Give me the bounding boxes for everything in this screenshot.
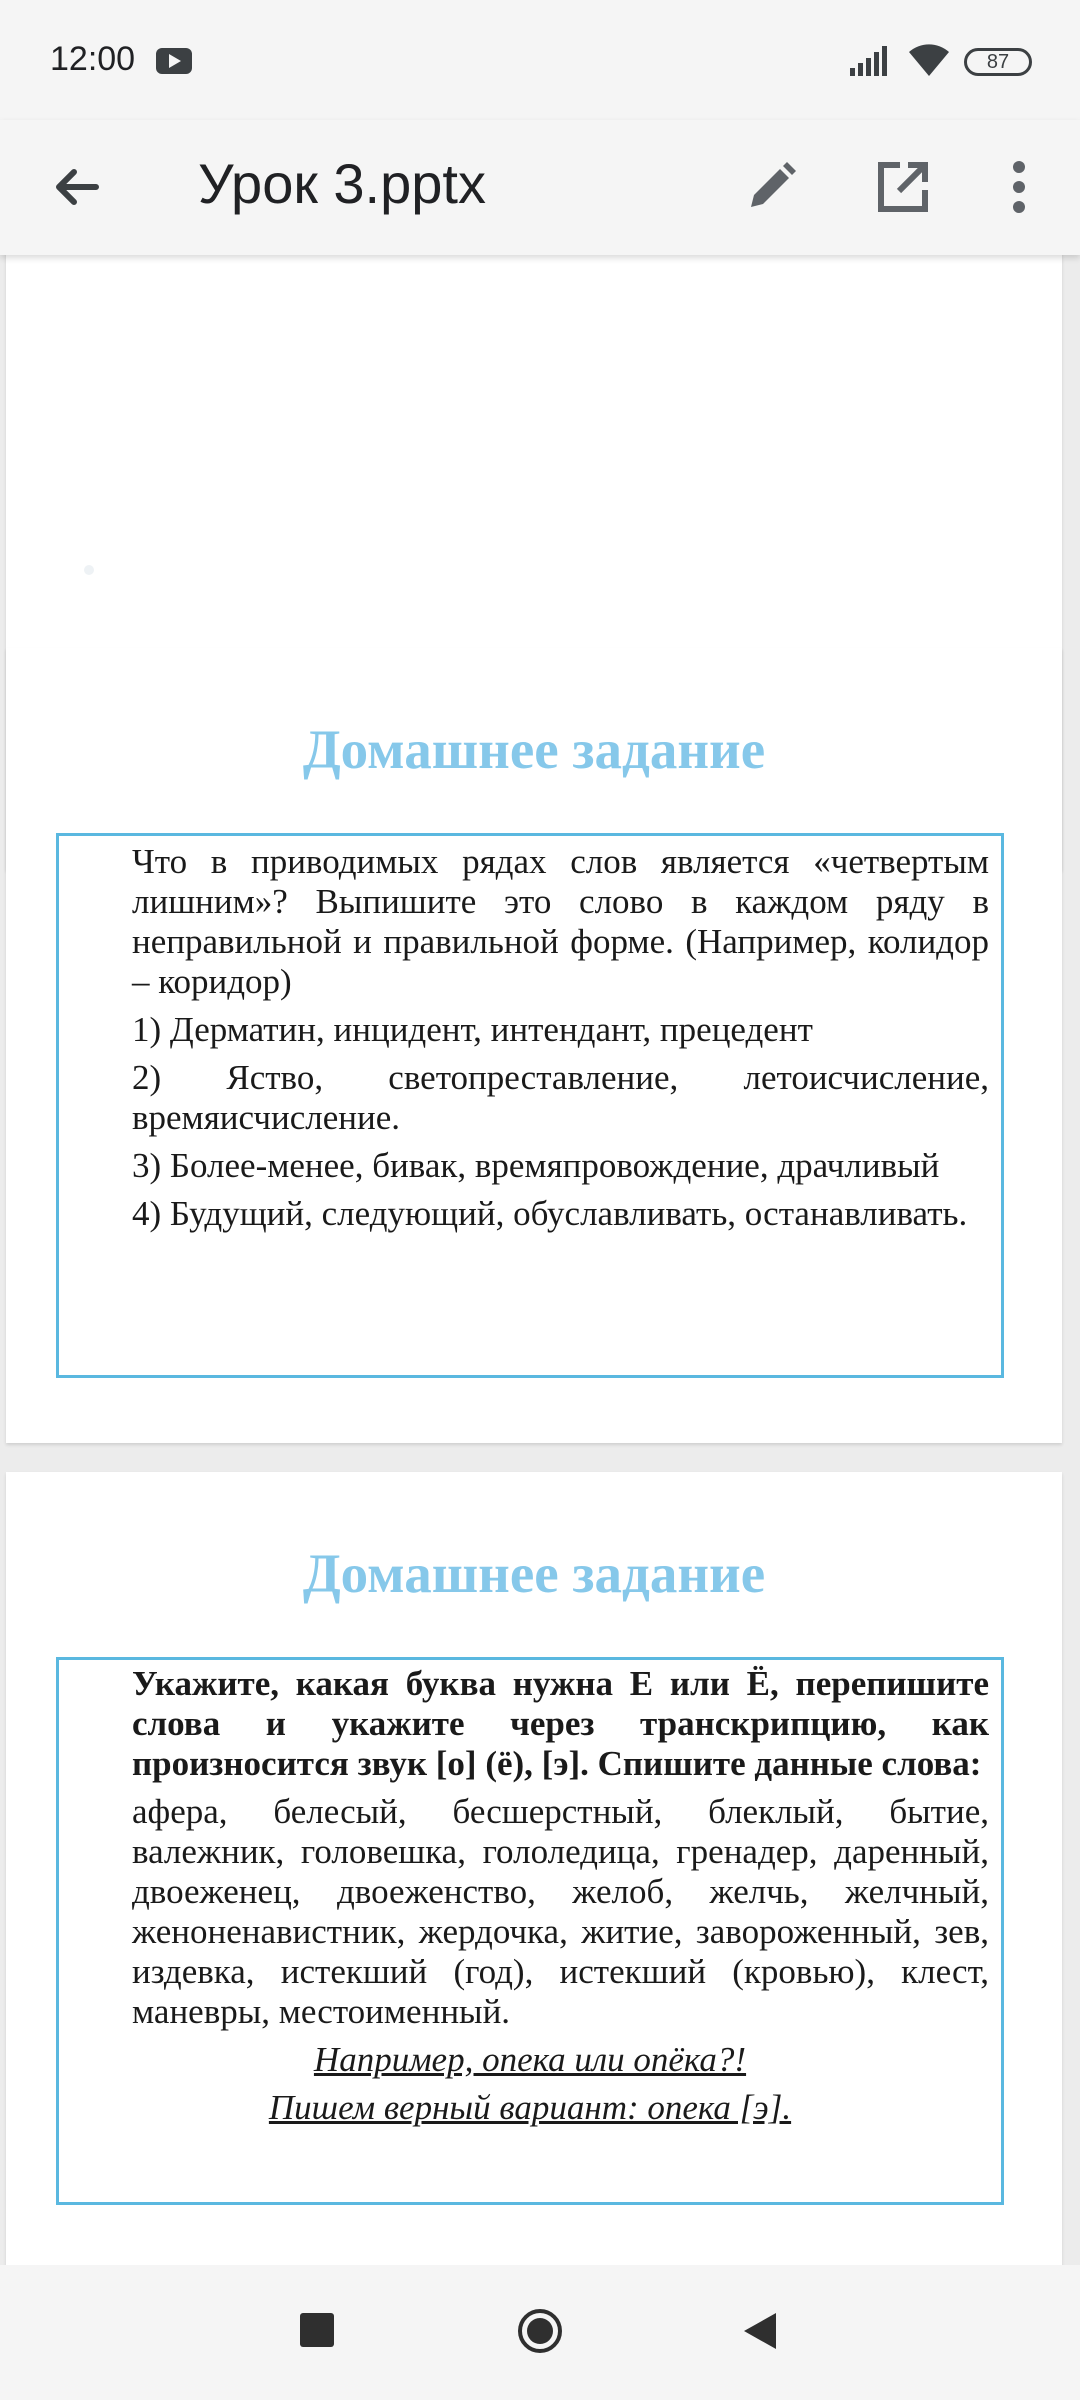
pencil-icon[interactable] [734,150,808,224]
more-vert-icon[interactable] [982,150,1056,224]
bullet-dot [84,565,94,575]
open-external-icon[interactable] [866,150,940,224]
task-row-3: 3) Более-менее, бивак, времяпровождение, драчливый [132,1146,940,1185]
wifi-icon [906,42,952,78]
task-paragraph: Что в приводимых рядах слов является «четвертым лишним»? Выпишите это слово в каждом ряду в неправильной и правильной форме. (Например, колидор – коридор) [132,842,989,1001]
slide-2[interactable] [6,648,1062,1443]
example-question: Например, опека или опёка?! [313,2040,747,2079]
task-instruction: Укажите, какая буква нужна Е или Ё, перепишите слова и укажите через транскрипцию, как произносится звук [о] (ё), [э]. Спишите данные слова: [132,1664,989,1783]
task-row-2: 2) Яство, светопреставление, летоисчисление, времяисчисление. [132,1058,989,1137]
slide-title: Домашнее задание [302,1543,766,1604]
back-arrow-icon[interactable] [40,150,114,224]
slides-viewer[interactable] [0,255,1080,2265]
back-triangle-icon[interactable] [740,2309,780,2353]
example-answer: Пишем верный вариант: опека [э]. [268,2088,792,2127]
slide-title: Домашнее задание [302,719,766,780]
app-toolbar [0,120,1080,255]
task-row-4: 4) Будущий, следующий, обуславливать, останавливать. [132,1194,968,1233]
recent-apps-icon[interactable] [300,2313,334,2347]
youtube-icon [156,48,192,74]
battery-icon: 87 [964,48,1032,76]
home-icon[interactable] [516,2307,564,2355]
slide-text-box [56,1657,1004,2205]
signal-icon [850,44,894,76]
status-time: 12:00 [50,40,136,78]
status-bar [0,0,1080,120]
slide-text-box [56,833,1004,1378]
system-nav-bar [0,2265,1080,2400]
task-row-1: 1) Дерматин, инцидент, интендант, прецедент [132,1010,813,1049]
document-title: Урок 3.pptx [198,152,486,215]
word-list: афера, белесый, бесшерстный, блеклый, бытие, валежник, головешка, гололедица, гренадер, даренный, двоеженец, двоеженство, желоб, желчь, желчный, женоненавистник, жердочка, житие, завороженный, зев, издевка, истекший (год), истекший (кровью), клест, маневры, местоименный. [132,1792,989,2031]
slide-3[interactable] [6,1472,1062,2265]
